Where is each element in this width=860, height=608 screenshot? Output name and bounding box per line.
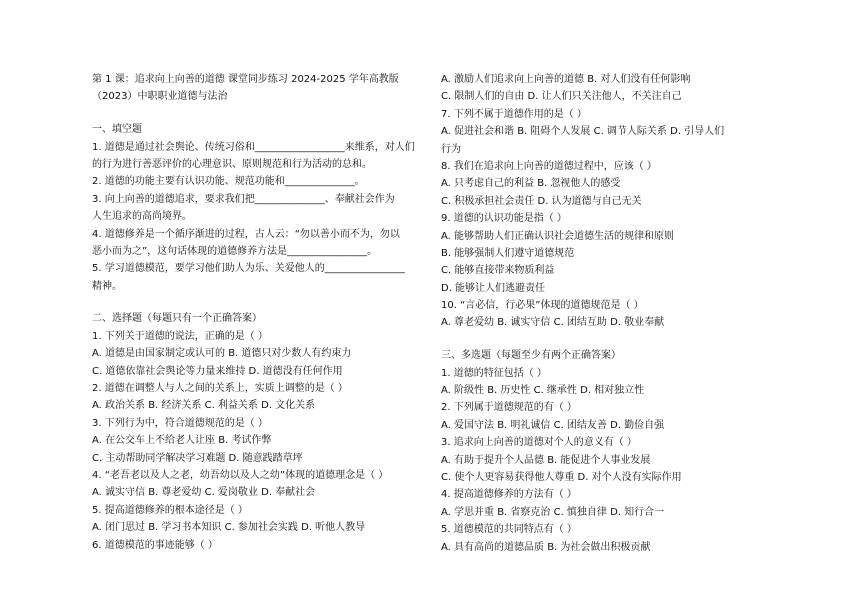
left-text-line: 5. 学习道德模范，要学习他们助人为乐、关爱他人的________________: [92, 263, 405, 275]
right-text-line: C. 能够直接带来物质利益: [441, 265, 555, 277]
right-text-line: A. 尊老爱幼 B. 诚实守信 C. 团结互助 D. 敬业奉献: [441, 317, 665, 329]
right-text-line: A. 促进社会和谐 B. 阻碍个人发展 C. 调节人际关系 D. 引导人们: [441, 126, 725, 138]
left-text-line: 1. 下列关于道德的说法，正确的是（ ）: [92, 330, 268, 342]
right-text-line: 7. 下列不属于道德作用的是（ ）: [441, 108, 587, 120]
right-column: [441, 72, 781, 557]
right-text-line: A. 有助于提升个人品德 B. 能促进个人事业发展: [441, 454, 651, 466]
right-text-line: 行为: [441, 143, 461, 155]
left-text-line: 6. 道德模范的事迹能够（ ）: [92, 539, 218, 551]
left-text-line: A. 在公交车上不给老人让座 B. 考试作弊: [92, 435, 272, 447]
left-text-line: A. 道德是由国家制定或认可的 B. 道德只对少数人有约束力: [92, 348, 352, 360]
right-text-line: A. 学思并重 B. 省察克治 C. 慎独自律 D. 知行合一: [441, 506, 665, 518]
right-text-line: A. 具有高尚的道德品质 B. 为社会做出积极贡献: [441, 541, 651, 553]
left-text-line: [92, 296, 426, 309]
right-text-line: [441, 333, 781, 346]
left-text-line: 5. 提高道德修养的根本途径是（ ）: [92, 504, 248, 516]
right-text-line: 1. 道德的特征包括（ ）: [441, 367, 547, 379]
left-text-line: 2. 道德的功能主要有认识功能、规范功能和______________。: [92, 176, 365, 188]
right-text-line: 4. 提高道德修养的方法有（ ）: [441, 489, 577, 501]
left-text-line: A. 政治关系 B. 经济关系 C. 利益关系 D. 文化关系: [92, 400, 316, 412]
left-text-line: 3. 向上向善的道德追求，要求我们把______________、奉献社会作为: [92, 193, 395, 205]
left-text-line: 二、选择题（每题只有一个正确答案）: [92, 313, 262, 325]
right-text-line: 2. 下列属于道德规范的有（ ）: [441, 402, 577, 414]
right-text-line: D. 能够让人们逃避责任: [441, 282, 546, 294]
left-text-line: C. 道德依靠社会舆论等力量来维持 D. 道德没有任何作用: [92, 365, 343, 377]
right-text-line: 5. 道德模范的共同特点有（ ）: [441, 524, 577, 536]
left-text-line: 精神。: [92, 280, 122, 292]
right-text-line: A. 阶级性 B. 历史性 C. 继承性 D. 相对独立性: [441, 385, 645, 397]
left-text-line: 恶小而为之”，这句话体现的道德修养方法是________________。: [92, 245, 378, 257]
right-text-line: C. 限制人们的自由 D. 让人们只关注他人，不关注自己: [441, 91, 682, 103]
left-text-line: A. 诚实守信 B. 尊老爱幼 C. 爱岗敬业 D. 奉献社会: [92, 487, 316, 499]
left-text-line: 3. 下列行为中，符合道德规范的是（ ）: [92, 417, 268, 429]
left-text-line: 第 1 课：追求向上向善的道德 课堂同步练习 2024-2025 学年高教版: [92, 74, 399, 85]
left-text-line: A. 闭门思过 B. 学习书本知识 C. 参加社会实践 D. 听他人教导: [92, 522, 366, 534]
left-text-line: 一、填空题: [92, 124, 142, 136]
right-text-line: C. 使个人更容易获得他人尊重 D. 对个人没有实际作用: [441, 471, 682, 483]
left-text-line: 2. 道德在调整人与人之间的关系上，实质上调整的是（ ）: [92, 383, 348, 395]
left-text-line: C. 主动帮助同学解决学习难题 D. 随意践踏草坪: [92, 452, 303, 464]
right-text-line: A. 激励人们追求向上向善的道德 B. 对人们没有任何影响: [441, 74, 691, 85]
right-text-line: A. 只考虑自己的利益 B. 忽视他人的感受: [441, 178, 621, 190]
left-text-line: 1. 道德是通过社会舆论、传统习俗和__________________来维系，对人们: [92, 141, 415, 153]
left-text-line: 4. “老吾老以及人之老，幼吾幼以及人之幼”体现的道德理念是（ ）: [92, 469, 389, 481]
left-text-line: （2023）中职职业道德与法治: [92, 91, 228, 103]
right-text-line: B. 能够强制人们遵守道德规范: [441, 247, 575, 259]
left-text-line: [92, 107, 426, 120]
left-text-line: 人生追求的高尚境界。: [92, 211, 192, 223]
right-text-line: 8. 我们在追求向上向善的道德过程中，应该（ ）: [441, 160, 657, 172]
right-text-line: A. 能够帮助人们正确认识社会道德生活的规律和原则: [441, 230, 675, 242]
left-text-line: 的行为进行善恶评价的心理意识、原则规范和行为活动的总和。: [92, 158, 372, 170]
left-column: [92, 72, 426, 555]
right-text-line: 三、多选题（每题至少有两个正确答案）: [441, 350, 621, 362]
right-text-line: 3. 追求向上向善的道德对个人的意义有（ ）: [441, 437, 637, 449]
right-text-line: 10. “言必信，行必果”体现的道德规范是（ ）: [441, 300, 644, 312]
left-text-line: 4. 道德修养是一个循序渐进的过程，古人云：“勿以善小而不为，勿以: [92, 228, 400, 240]
right-text-line: 9. 道德的认识功能是指（ ）: [441, 213, 567, 225]
right-text-line: A. 爱国守法 B. 明礼诚信 C. 团结友善 D. 勤俭自强: [441, 419, 665, 431]
right-text-line: C. 积极承担社会责任 D. 认为道德与自己无关: [441, 195, 642, 207]
